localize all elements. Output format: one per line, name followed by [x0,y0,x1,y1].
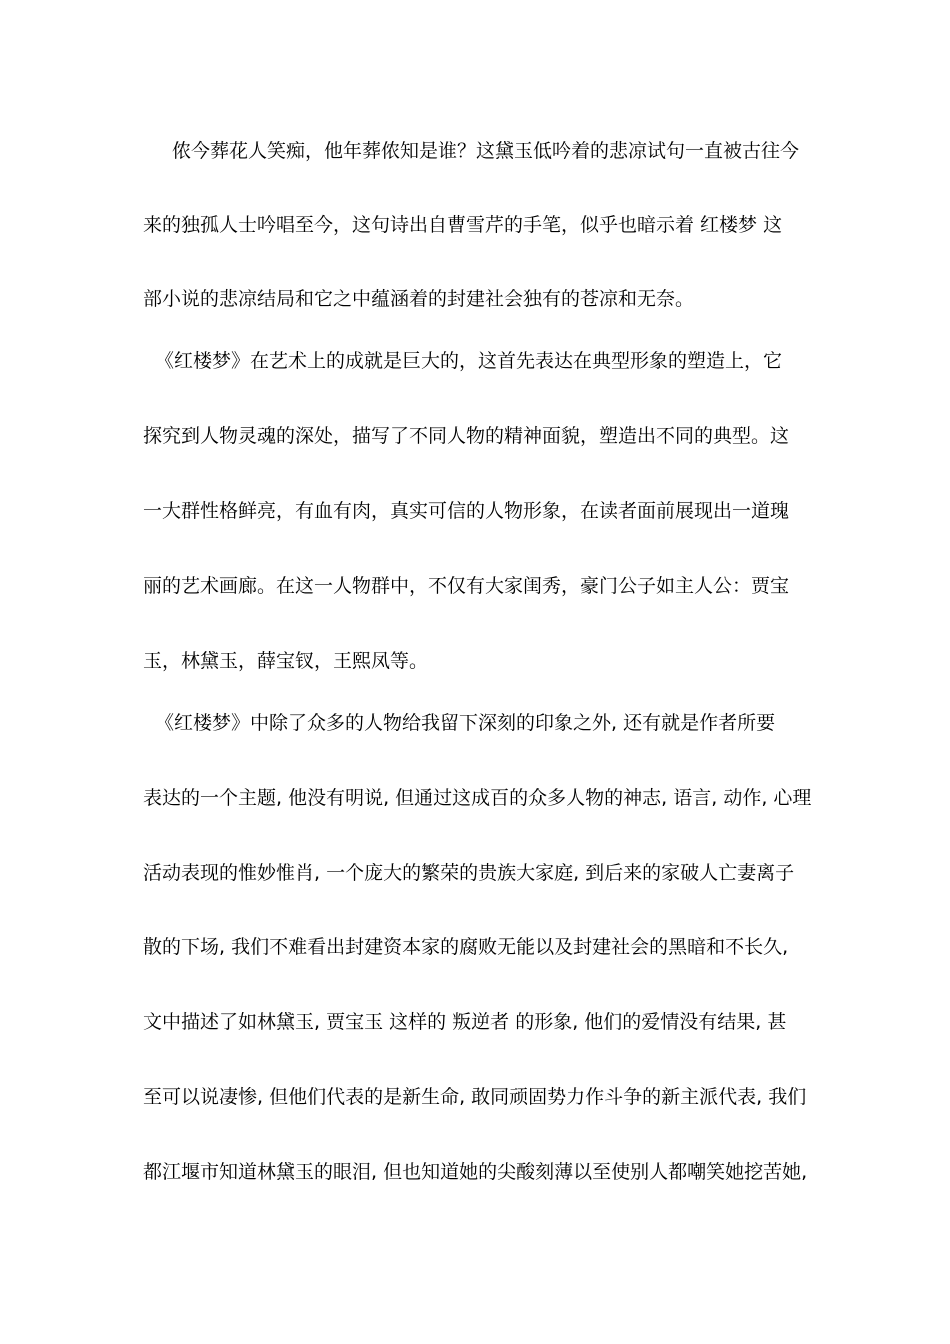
paragraph-2-line-2: 探究到人物灵魂的深处，描写了不同人物的精神面貌，塑造出不同的典型。这 [143,425,790,447]
paragraph-3-line-2: 表达的一个主题, 他没有明说, 但通过这成百的众多人物的神志, 语言, 动作, 心理 [143,787,812,809]
paragraph-1-line-1: 侬今葬花人笑痴，他年葬侬知是谁？这黛玉低吟着的悲凉试句一直被古往今 [172,140,800,162]
paragraph-3-line-7: 都江堰市知道林黛玉的眼泪, 但也知道她的尖酸刻薄以至使别人都嘲笑她挖苦她, [143,1161,808,1183]
paragraph-3-line-5: 文中描述了如林黛玉, 贾宝玉 这样的 叛逆者 的形象, 他们的爱情没有结果, 甚 [143,1011,787,1033]
paragraph-2-line-5: 玉，林黛玉，薛宝钗，王熙凤等。 [143,650,429,672]
paragraph-3-line-6: 至可以说凄惨, 但他们代表的是新生命, 敢同顽固势力作斗争的新主派代表, 我们 [143,1086,807,1108]
paragraph-2-line-4: 丽的艺术画廊。在这一人物群中，不仅有大家闺秀，豪门公子如主人公：贾宝 [143,575,790,597]
paragraph-3-line-1: 《红楼梦》中除了众多的人物给我留下深刻的印象之外, 还有就是作者所要 [155,712,776,734]
paragraph-1-line-2: 来的独孤人士吟唱至今，这句诗出自曹雪芹的手笔，似乎也暗示着 红楼梦 这 [143,214,783,236]
paragraph-2-line-3: 一大群性格鲜亮，有血有肉，真实可信的人物形象，在读者面前展现出一道瑰 [143,500,790,522]
paragraph-1-line-3: 部小说的悲凉结局和它之中蕴涵着的封建社会独有的苍凉和无奈。 [143,288,695,310]
paragraph-2-line-1: 《红楼梦》在艺术上的成就是巨大的，这首先表达在典型形象的塑造上，它 [155,350,783,372]
paragraph-3-line-4: 散的下场, 我们不难看出封建资本家的腐败无能以及封建社会的黑暗和不长久, [143,936,789,958]
paragraph-3-line-3: 活动表现的惟妙惟肖, 一个庞大的繁荣的贵族大家庭, 到后来的家破人亡妻离子 [143,862,795,884]
